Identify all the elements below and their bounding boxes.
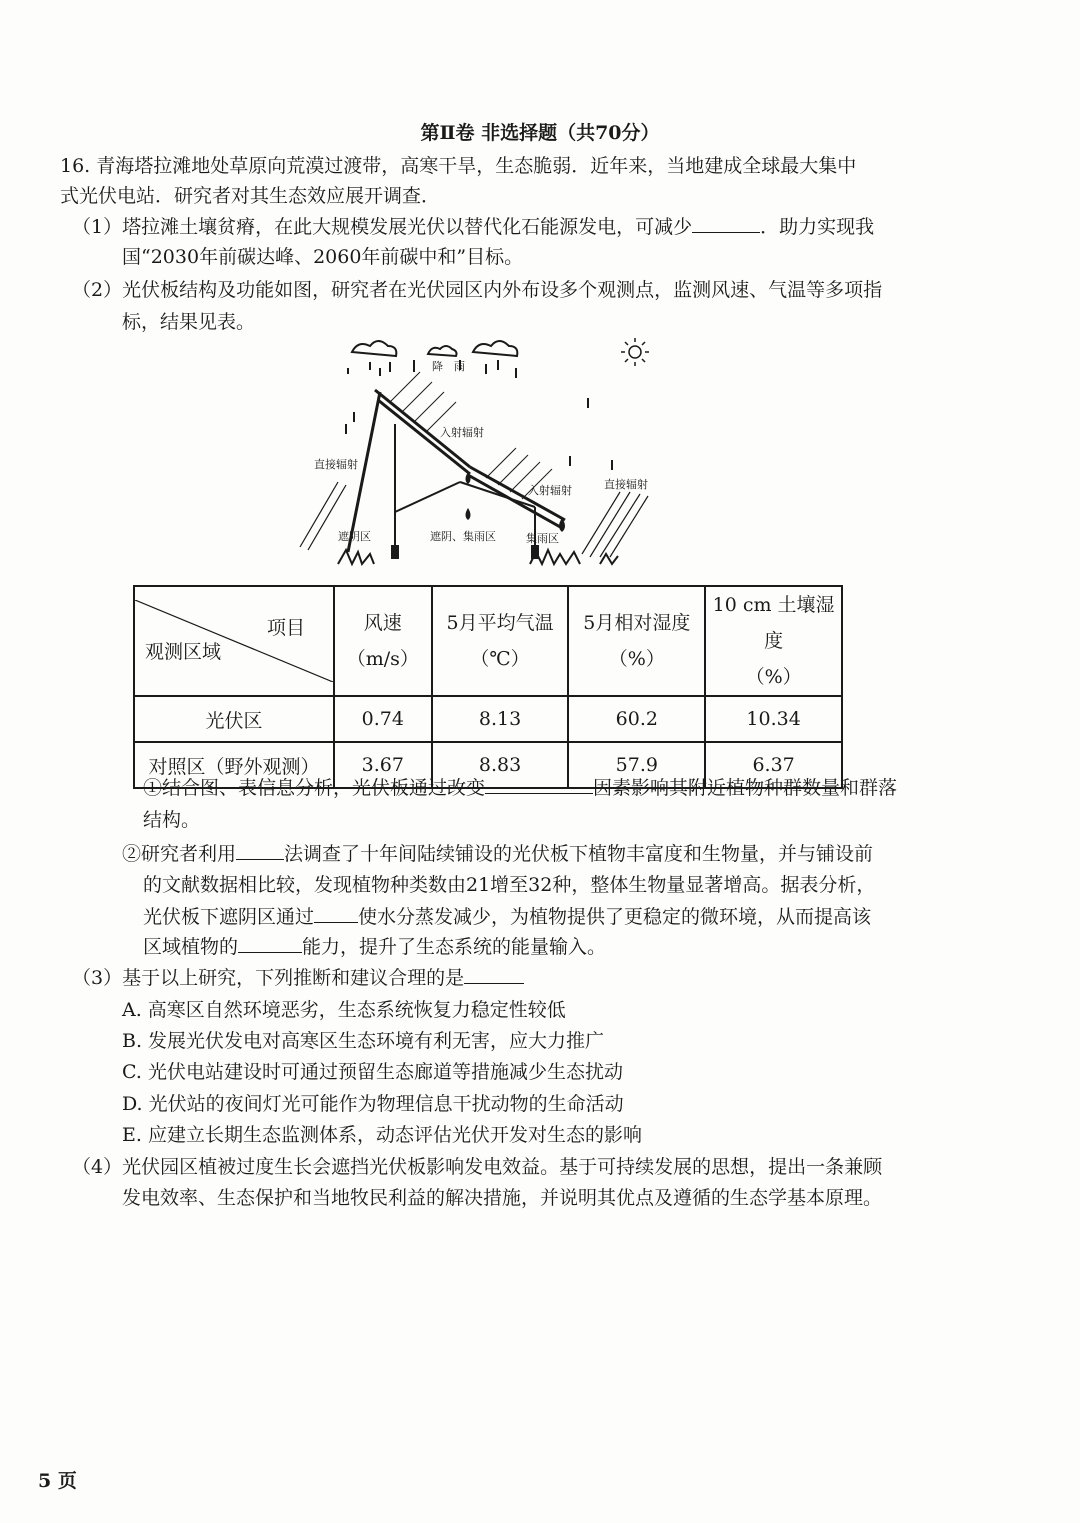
rain-drops <box>346 360 612 470</box>
part1-text: （1）塔拉滩土壤贫瘠，在此大规模发展光伏以替代化石能源发电，可减少 <box>72 216 693 238</box>
answer-blank-5[interactable] <box>238 934 302 953</box>
row-label: 光伏区 <box>134 696 334 742</box>
table-cell: 10.34 <box>705 696 842 742</box>
part1-text-cont: ．助力实现我 <box>760 216 875 238</box>
sub2-line3: 光伏板下遮阴区通过 使水分蒸发减少，为植物提供了更稳定的微环境，从而提高该 <box>143 906 872 928</box>
table-cell: 8.83 <box>432 742 569 788</box>
q4-line2: 发电效率、生态保护和当地牧民利益的解决措施，并说明其优点及遵循的生态学基本原理。 <box>122 1187 883 1209</box>
q3-stem: （3）基于以上研究，下列推断和建议合理的是 <box>72 964 524 992</box>
q16-intro-line2: 式光伏电站．研究者对其生态效应展开调查． <box>60 185 441 207</box>
q16-part2-line2: 标，结果见表。 <box>122 311 256 333</box>
rain-zone-label: 集雨区 <box>526 532 559 545</box>
table-header-row <box>134 586 842 696</box>
cloud-icon <box>473 341 517 356</box>
answer-blank-4[interactable] <box>314 904 358 923</box>
q3-option-c: C. 光伏电站建设时可通过预留生态廊道等措施减少生态扰动 <box>122 1061 623 1083</box>
table-cell: 3.67 <box>334 742 432 788</box>
shade-rain-zone-label: 遮阴、集雨区 <box>430 530 496 543</box>
table-header-cell: 5月相对湿度 （%） <box>568 586 705 696</box>
q16-part1-line2: 国“2030年前碳达峰、2060年前碳中和”目标。 <box>122 246 524 268</box>
plant-icon <box>338 550 618 564</box>
row-label: 对照区（野外观测） <box>134 742 334 788</box>
pv-panel-upper <box>348 390 470 552</box>
corner-top-label: 项目 <box>266 617 305 639</box>
cloud-icon <box>352 341 396 356</box>
section-title: 第Ⅱ卷 非选择题（共70分） <box>420 122 660 144</box>
table-cell: 6.37 <box>705 742 842 788</box>
question-number: 16. <box>60 155 91 177</box>
incident-radiation-label-2: 入射辐射 <box>528 484 572 497</box>
table-row <box>134 696 842 742</box>
cloud-icon <box>428 346 457 356</box>
q3-option-d: D. 光伏站的夜间灯光可能作为物理信息干扰动物的生命活动 <box>122 1093 624 1115</box>
sub1-line2: 结构。 <box>143 809 201 831</box>
table-corner-cell <box>134 586 334 696</box>
answer-blank-6[interactable] <box>464 965 524 984</box>
table-cell: 8.13 <box>432 696 569 742</box>
pv-panel-diagram <box>290 332 670 577</box>
rain-label: 降 雨 <box>432 360 465 373</box>
answer-blank-3[interactable] <box>236 841 284 860</box>
q3-option-e: E. 应建立长期生态监测体系，动态评估光伏开发对生态的影响 <box>122 1124 642 1146</box>
q16-intro-text: 青海塔拉滩地处草原向荒漠过渡带，高寒干旱，生态脆弱．近年来，当地建成全球最大集中 <box>96 155 857 177</box>
table-header-cell: 风速 （m/s） <box>334 586 432 696</box>
table-header-cell: 10 cm 土壤湿度 （%） <box>705 586 842 696</box>
pv-panel-lower <box>468 467 565 528</box>
sun-icon <box>621 338 649 366</box>
table-header-cell: 5月平均气温 （℃） <box>432 586 569 696</box>
direct-radiation-right-arrows <box>582 492 648 557</box>
answer-blank-2[interactable] <box>485 775 593 794</box>
observation-table <box>133 585 843 789</box>
q16-intro-line1 <box>60 152 856 180</box>
q3-option-a: A. 高寒区自然环境恶劣，生态系统恢复力稳定性较低 <box>122 999 566 1021</box>
answer-blank-1[interactable] <box>692 214 760 233</box>
corner-bottom-label: 观测区域 <box>145 641 222 663</box>
q16-part2-line1: （2）光伏板结构及功能如图，研究者在光伏园区内外布设多个观测点，监测风速、气温等多项指 <box>72 279 883 301</box>
direct-radiation-label-left: 直接辐射 <box>314 458 358 471</box>
table-cell: 0.74 <box>334 696 432 742</box>
direct-radiation-label-right: 直接辐射 <box>604 478 648 491</box>
page-number: 5 页 <box>38 1470 77 1492</box>
q16-part1-line1 <box>72 213 874 241</box>
q3-option-b: B. 发展光伏发电对高寒区生态环境有利无害，应大力推广 <box>122 1030 605 1052</box>
sub2-line4: 区域植物的 能力，提升了生态系统的能量输入。 <box>143 936 607 958</box>
sub2-line1: ②研究者利用 法调查了十年间陆续铺设的光伏板下植物丰富度和生物量，并与铺设前 <box>122 843 874 865</box>
shade-zone-label: 遮阴区 <box>338 530 371 543</box>
sub2-line2: 的文献数据相比较，发现植物种类数由21增至32种，整体生物量显著增高。据表分析， <box>143 874 876 896</box>
table-cell: 57.9 <box>568 742 705 788</box>
q4-line1: （4）光伏园区植被过度生长会遮挡光伏板影响发电效益。基于可持续发展的思想，提出一条兼顾 <box>72 1156 883 1178</box>
sub1-line1: ①结合图、表信息分析，光伏板通过改变 因素影响其附近植物种群数量和群落 <box>143 777 898 799</box>
table-cell: 60.2 <box>568 696 705 742</box>
incident-radiation-label-1: 入射辐射 <box>440 426 484 439</box>
